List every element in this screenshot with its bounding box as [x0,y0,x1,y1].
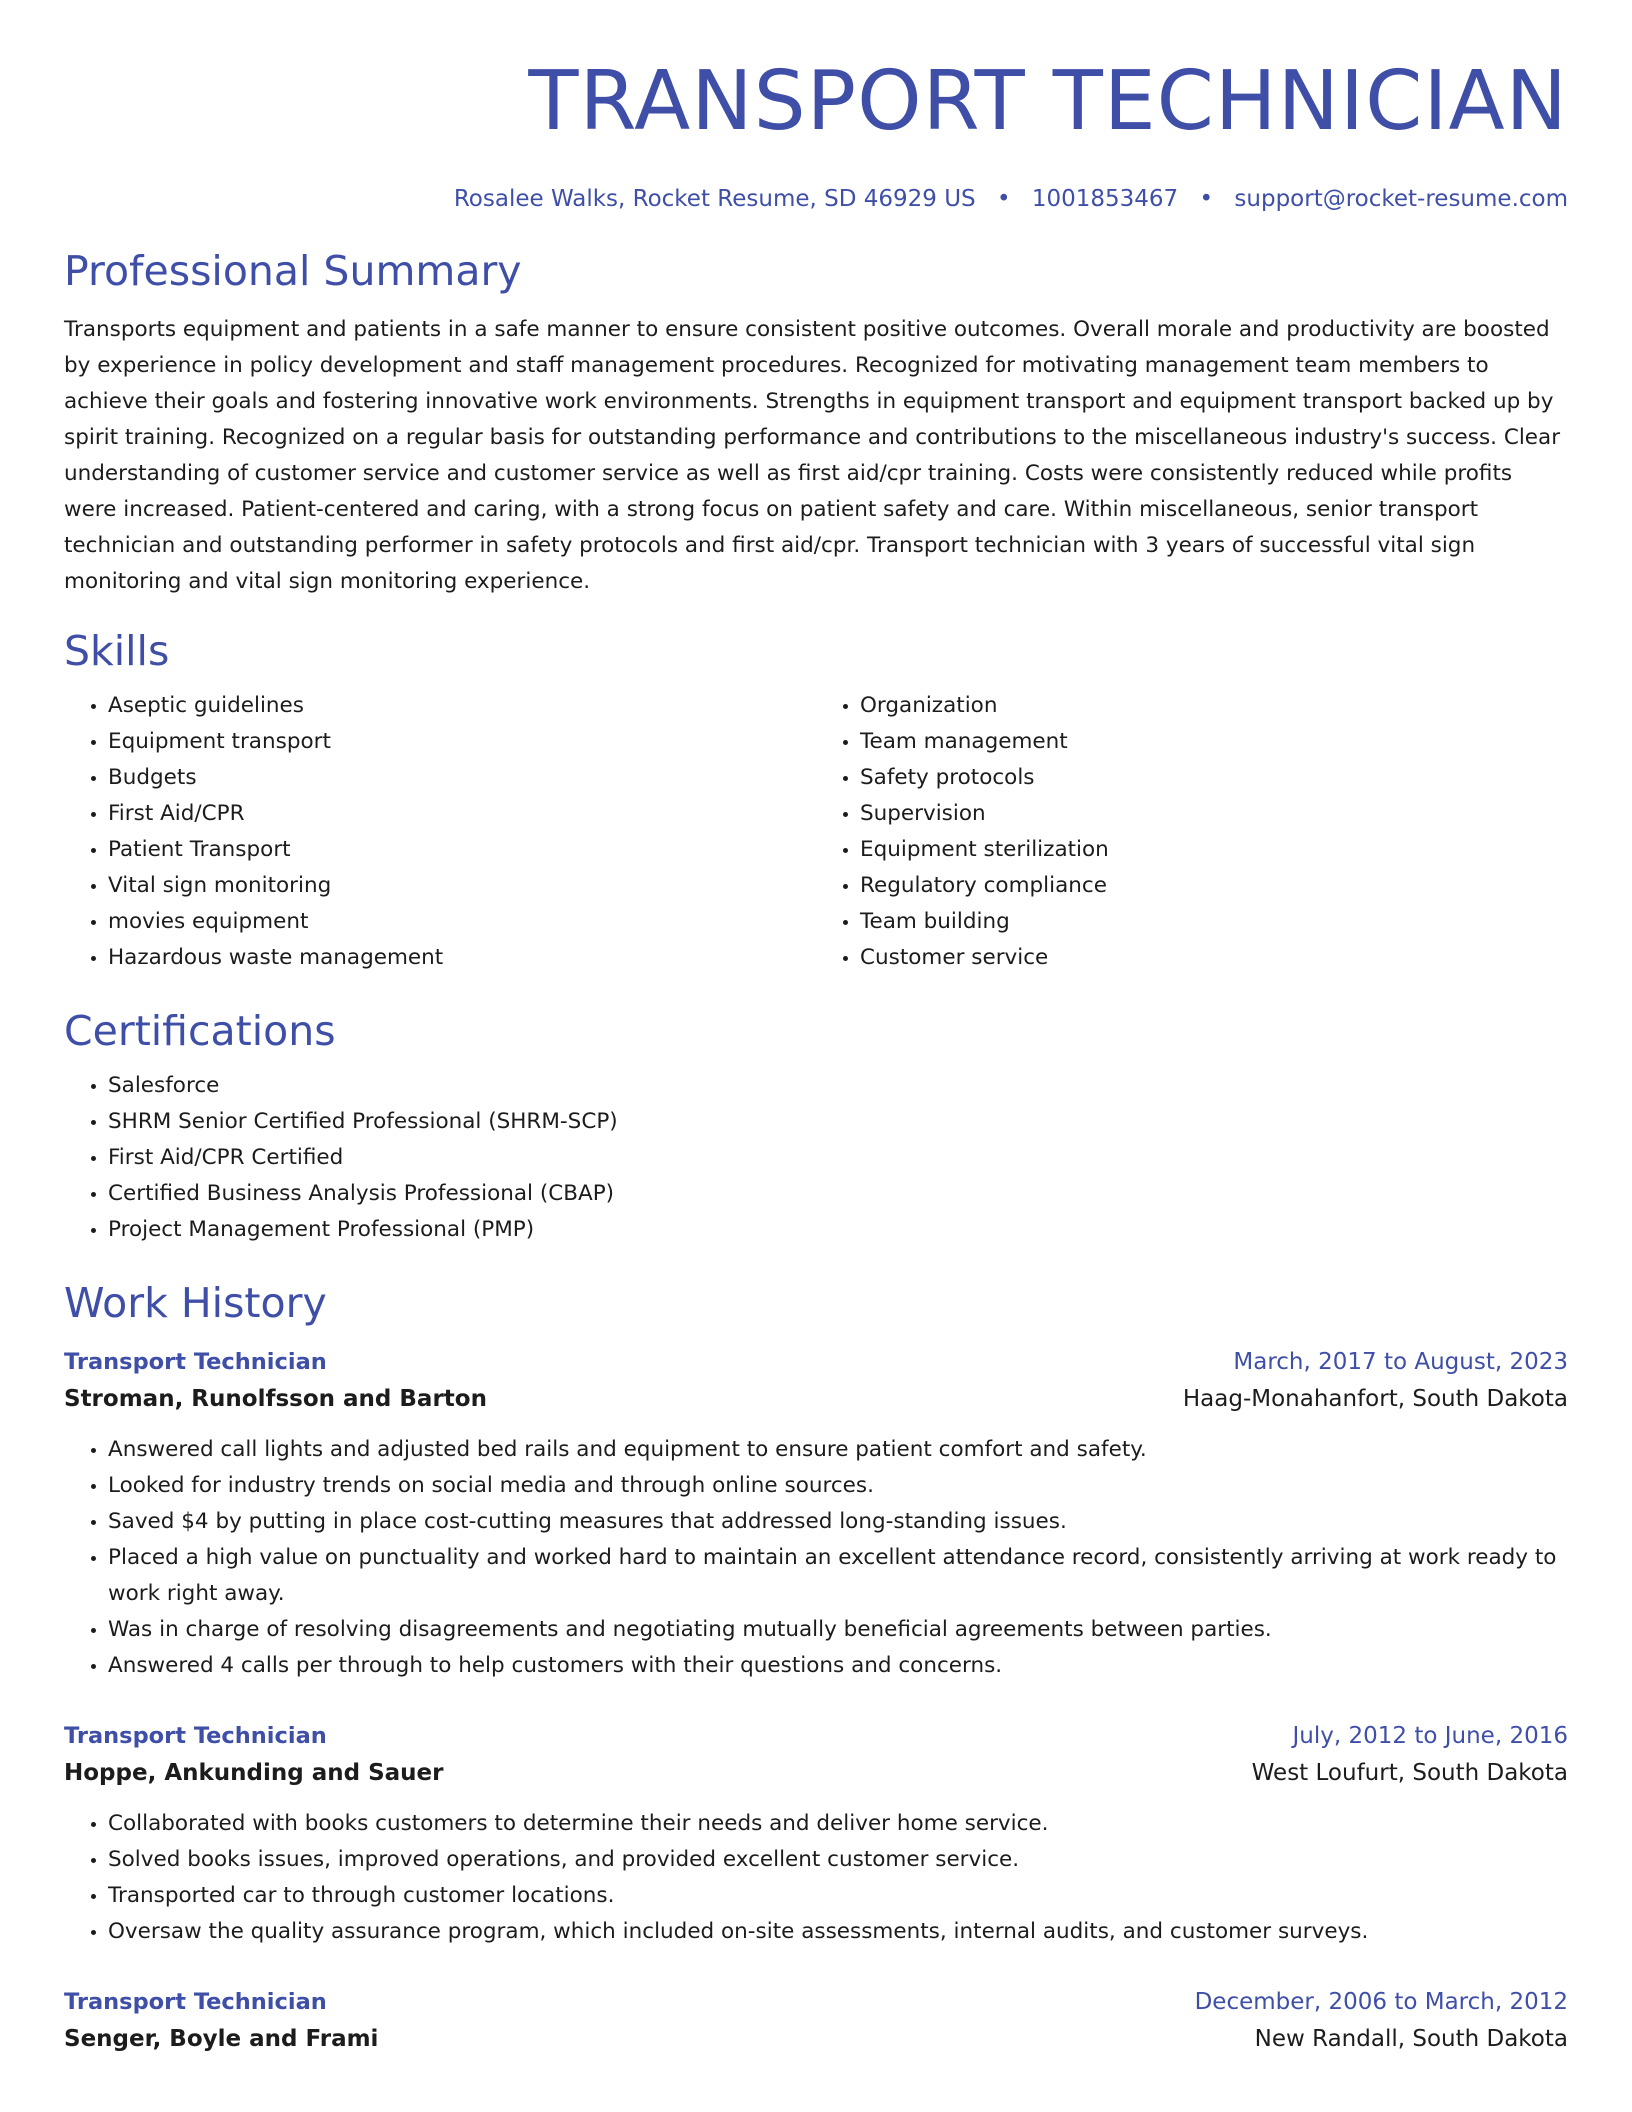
job-dates: July, 2012 to June, 2016 [1292,1723,1568,1749]
certification-item: • Salesforce [108,1068,1568,1104]
skills-heading: Skills [64,627,170,675]
contact-separator: • [1199,186,1214,212]
certifications-section [64,1006,1568,1248]
skill-item: • Regulatory compliance [860,868,1568,904]
summary-heading: Professional Summary [64,247,522,295]
skills-list-left [64,688,816,976]
certification-item: • Project Management Professional (PMP) [108,1212,1568,1248]
skill-item: • Hazardous waste management [108,940,816,976]
job-bullet: • Oversaw the quality assurance program, which included on-site assessments, internal audits, and customer surveys. [108,1914,1568,1950]
job-header-row [64,1718,1568,1754]
job-dates: December, 2006 to March, 2012 [1194,1989,1568,2015]
job-bullet: • Collaborated with books customers to determine their needs and deliver home service. [108,1806,1568,1842]
skill-item: • Supervision [860,796,1568,832]
contact-address: Rosalee Walks, Rocket Resume, SD 46929 US [453,186,976,212]
certifications-heading: Certifications [64,1007,336,1055]
skill-item: • Vital sign monitoring [108,868,816,904]
skill-item: • Budgets [108,760,816,796]
skill-item: • Team management [860,724,1568,760]
job-bullet: • Saved $4 by putting in place cost-cutting measures that addressed long-standing issues. [108,1504,1568,1540]
work-history-heading: Work History [64,1279,327,1327]
contact-email: support@rocket-resume.com [1234,186,1568,212]
job-entry [64,1718,1568,1950]
job-role: Transport Technician [64,1989,327,2015]
summary-section [64,246,1568,600]
job-company-row [64,1380,1568,1418]
skill-item: • Equipment sterilization [860,832,1568,868]
job-bullet: • Was in charge of resolving disagreements and negotiating mutually beneficial agreements between parties. [108,1612,1568,1648]
skill-item: • First Aid/CPR [108,796,816,832]
job-company: Senger, Boyle and Frami [64,2026,379,2052]
contact-phone: 1001853467 [1031,186,1179,212]
skills-section [64,626,1568,976]
job-header-row [64,1984,1568,2020]
skill-item: • Equipment transport [108,724,816,760]
work-history-section [64,1278,1568,2058]
skill-item: • Safety protocols [860,760,1568,796]
skill-item: • Organization [860,688,1568,724]
job-company: Stroman, Runolfsson and Barton [64,1386,487,1412]
job-location: New Randall, South Dakota [1254,2026,1568,2052]
skill-item: • Team building [860,904,1568,940]
job-location: Haag-Monahanfort, South Dakota [1182,1386,1568,1412]
job-bullet: • Placed a high value on punctuality and worked hard to maintain an excellent attendance record, consistently arriving at work ready to work right away. [108,1540,1568,1612]
job-role: Transport Technician [64,1723,327,1749]
certifications-list [64,1068,1568,1248]
job-bullets [64,1806,1568,1950]
job-role: Transport Technician [64,1349,327,1375]
job-company: Hoppe, Ankunding and Sauer [64,1760,444,1786]
contact-separator: • [996,186,1011,212]
skills-list-right [816,688,1568,976]
job-bullets [64,1432,1568,1684]
job-bullet: • Looked for industry trends on social media and through online sources. [108,1468,1568,1504]
skill-item: • Aseptic guidelines [108,688,816,724]
job-company-row [64,2020,1568,2058]
contact-line [64,184,1568,214]
certification-item: • SHRM Senior Certified Professional (SHRM-SCP) [108,1104,1568,1140]
job-bullet: • Answered 4 calls per through to help customers with their questions and concerns. [108,1648,1568,1684]
job-entry [64,1344,1568,1684]
job-location: West Loufurt, South Dakota [1251,1760,1568,1786]
job-entry [64,1984,1568,2058]
resume-header [64,0,1568,214]
job-header-row [64,1344,1568,1380]
job-bullet: • Solved books issues, improved operations, and provided excellent customer service. [108,1842,1568,1878]
skills-grid [64,688,1568,976]
certification-item: • First Aid/CPR Certified [108,1140,1568,1176]
job-bullet: • Answered call lights and adjusted bed rails and equipment to ensure patient comfort and safety. [108,1432,1568,1468]
skill-item: • movies equipment [108,904,816,940]
job-company-row [64,1754,1568,1792]
job-bullet: • Transported car to through customer locations. [108,1878,1568,1914]
job-dates: March, 2017 to August, 2023 [1233,1349,1568,1375]
skill-item: • Patient Transport [108,832,816,868]
resume-title: TRANSPORT TECHNICIAN [528,54,1568,149]
summary-text: Transports equipment and patients in a safe manner to ensure consistent positive outcomes. Overall morale and productivity are boosted by experience in policy development and staff management procedures. Recognized for motivating management team members to achieve their goals and fostering innovative work environments. Strengths in equipment transport and equipment transport backed up by spirit training. Recognized on a regular basis for outstanding performance and contributions to the miscellaneous industry's success. Clear understanding of customer service and customer service as well as first aid/cpr training. Costs were consistently reduced while profits were increased. Patient-centered and caring, with a strong focus on patient safety and care. Within miscellaneous, senior transport technician and outstanding performer in safety protocols and first aid/cpr. Transport technician with 3 years of successful vital sign monitoring and vital sign monitoring experience. [64,317,1561,594]
certification-item: • Certified Business Analysis Professional (CBAP) [108,1176,1568,1212]
skill-item: • Customer service [860,940,1568,976]
